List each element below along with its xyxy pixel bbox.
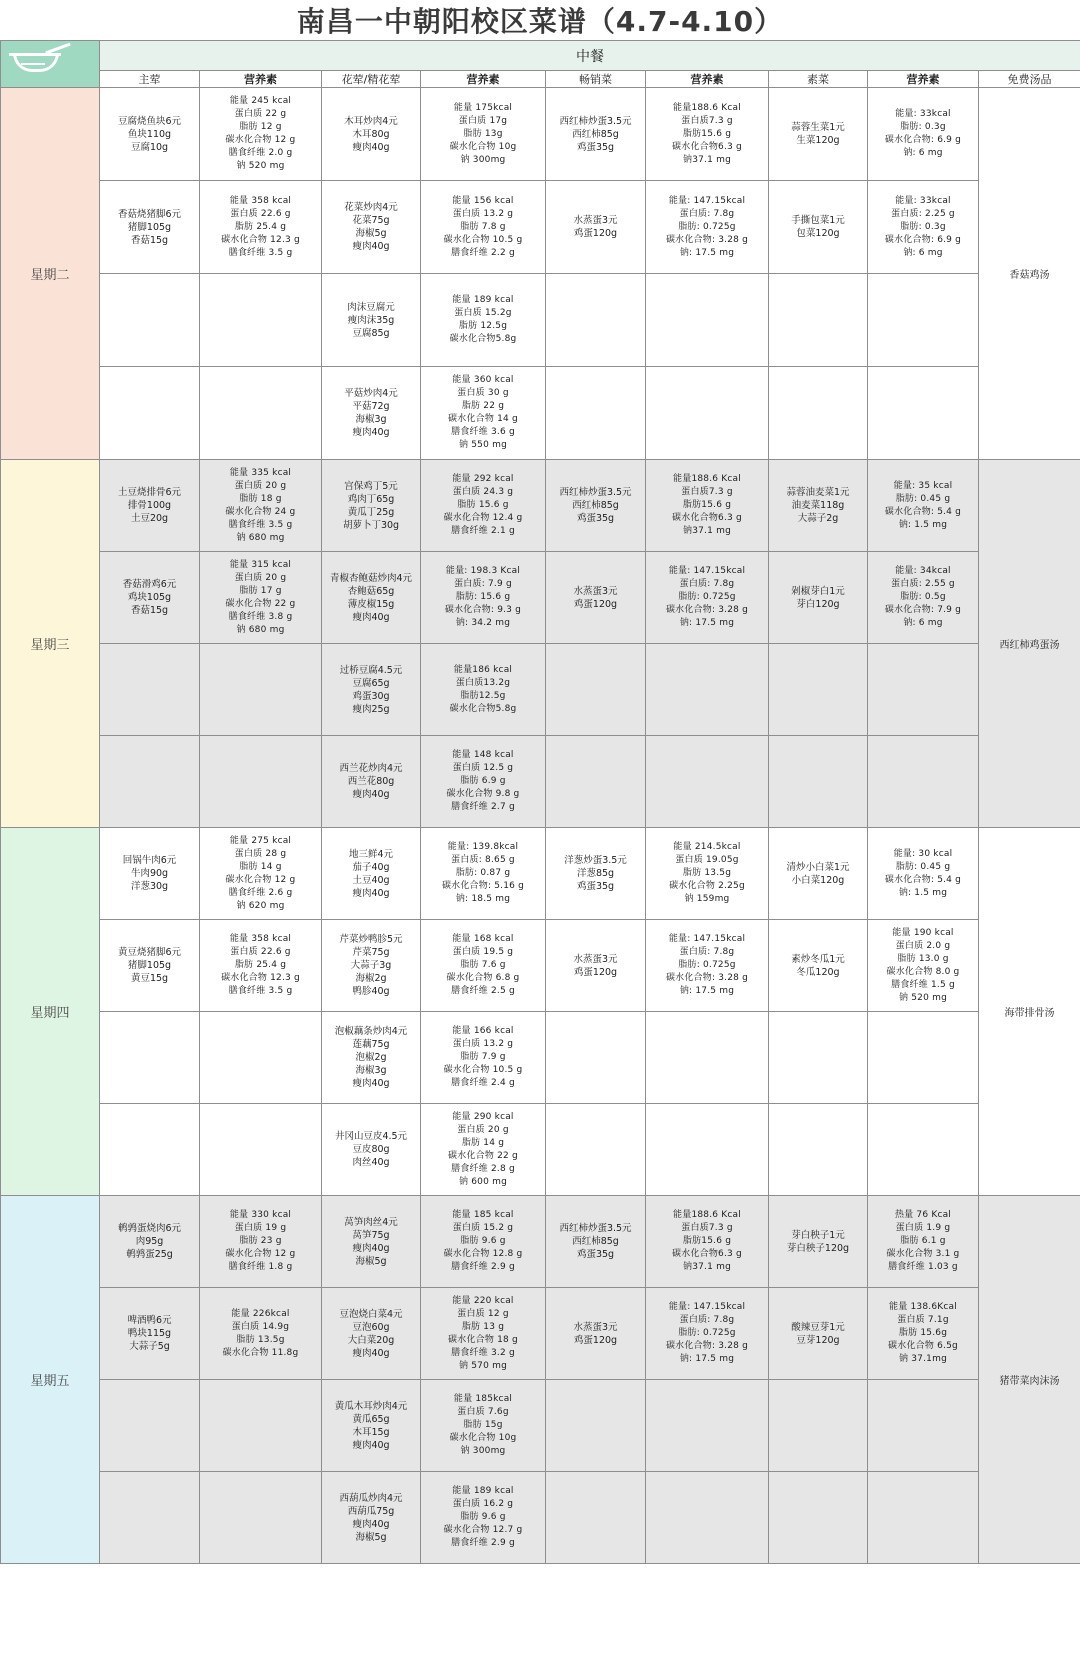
vegetable-nutrition-cell	[868, 460, 979, 552]
main-dish-cell	[100, 1288, 200, 1380]
flower-nutrition-cell-text: 能量 189 kcal 蛋白质 15.2g 脂肪 12.5g 碳水化合物5.8g	[449, 295, 517, 344]
flower-dish-cell	[322, 367, 421, 460]
main-dish-cell	[100, 828, 200, 920]
vegetable-dish-cell-text: 素炒冬瓜1元 冬瓜120g	[791, 953, 845, 978]
vegetable-dish-cell-text: 清炒小白菜1元 小白菜120g	[786, 861, 850, 886]
vegetable-nutrition-cell-text: 能量: 30 kcal 脂肪: 0.45 g 碳水化合物: 5.4 g 钠: 1.5 mg	[884, 848, 962, 898]
bestseller-nutrition-cell-text: 能量188.6 Kcal 蛋白质7.3 g 脂肪15.6 g 碳水化合物6.3 g 钠37.1 mg	[672, 102, 742, 165]
vegetable-dish-cell	[769, 1288, 868, 1380]
bestseller-nutrition-cell	[646, 1196, 769, 1288]
col-header-soup: 免费汤品	[979, 71, 1080, 88]
vegetable-nutrition-cell-text: 能量: 33kcal 脂肪: 0.3g 碳水化合物: 6.9 g 钠: 6 mg	[884, 109, 962, 158]
flower-dish-cell-text: 黄瓜木耳炒肉4元 黄瓜65g 木耳15g 瘦肉40g	[334, 1400, 408, 1451]
flower-dish-cell	[322, 1104, 421, 1196]
main-nutrition-cell	[200, 88, 322, 181]
main-nutrition-cell	[200, 367, 322, 460]
main-nutrition-cell	[200, 274, 322, 367]
menu-row	[1, 1012, 1080, 1104]
main-dish-cell	[100, 552, 200, 644]
vegetable-dish-cell-text: 剁椒芽白1元 芽白120g	[791, 585, 845, 610]
bestseller-nutrition-cell	[646, 1104, 769, 1196]
flower-nutrition-cell-text: 能量 292 kcal 蛋白质 24.3 g 脂肪 15.6 g 碳水化合物 12.4 g 膳食纤维 2.1 g	[443, 474, 523, 536]
bestseller-nutrition-cell-text: 能量: 147.15kcal 蛋白质: 7.8g 脂肪: 0.725g 碳水化合物: 3.28 g 钠: 17.5 mg	[665, 566, 749, 628]
main-dish-cell	[100, 644, 200, 736]
menu-row	[1, 88, 1080, 181]
flower-dish-cell-text: 莴笋肉丝4元 莴笋75g 瘦肉40g 海椒5g	[344, 1216, 398, 1267]
flower-dish-cell-text: 木耳炒肉4元 木耳80g 瘦肉40g	[344, 115, 398, 153]
vegetable-dish-cell-text: 蒜蓉油麦菜1元 油麦菜118g 大蒜子2g	[786, 487, 850, 524]
main-nutrition-cell	[200, 1380, 322, 1472]
menu-row	[1, 367, 1080, 460]
bestseller-dish-cell-text: 水蒸蛋3元 鸡蛋120g	[573, 215, 618, 239]
flower-dish-cell-text: 西葫瓜炒肉4元 西葫瓜75g 瘦肉40g 海椒5g	[339, 1492, 403, 1543]
flower-nutrition-cell-text: 能量 166 kcal 蛋白质 13.2 g 脂肪 7.9 g 碳水化合物 10.5 g 膳食纤维 2.4 g	[443, 1026, 523, 1088]
flower-dish-cell	[322, 1472, 421, 1564]
vegetable-dish-cell-text: 手撕包菜1元 包菜120g	[791, 215, 845, 239]
bestseller-nutrition-cell	[646, 920, 769, 1012]
bestseller-dish-cell	[546, 1380, 646, 1472]
flower-nutrition-cell-text: 能量 156 kcal 蛋白质 13.2 g 脂肪 7.8 g 碳水化合物 10.5 g 膳食纤维 2.2 g	[443, 195, 523, 258]
vegetable-nutrition-cell-text: 能量: 33kcal 蛋白质: 2.25 g 脂肪: 0.3g 碳水化合物: 6.9 g 钠: 6 mg	[884, 195, 962, 258]
bestseller-dish-cell	[546, 644, 646, 736]
day-label: 星期二	[1, 88, 100, 460]
main-dish-cell	[100, 920, 200, 1012]
vegetable-nutrition-cell	[868, 920, 979, 1012]
bestseller-nutrition-cell	[646, 1288, 769, 1380]
bestseller-dish-cell	[546, 920, 646, 1012]
bestseller-nutrition-cell-text: 能量188.6 Kcal 蛋白质7.3 g 脂肪15.6 g 碳水化合物6.3 g 钠37.1 mg	[672, 1210, 742, 1272]
main-nutrition-cell	[200, 1196, 322, 1288]
vegetable-nutrition-cell-text: 能量: 35 kcal 脂肪: 0.45 g 碳水化合物: 5.4 g 钠: 1.5 mg	[884, 480, 962, 530]
main-nutrition-cell	[200, 1012, 322, 1104]
menu-row	[1, 644, 1080, 736]
flower-dish-cell-text: 平菇炒肉4元 平菇72g 海椒3g 瘦肉40g	[344, 388, 398, 438]
bestseller-dish-cell-text: 洋葱炒蛋3.5元 洋葱85g 鸡蛋35g	[564, 855, 627, 892]
flower-nutrition-cell	[421, 1012, 546, 1104]
flower-nutrition-cell	[421, 736, 546, 828]
main-nutrition-cell	[200, 1104, 322, 1196]
main-dish-cell-text: 回锅牛肉6元 牛肉90g 洋葱30g	[122, 855, 177, 892]
vegetable-nutrition-cell	[868, 828, 979, 920]
col-header-bestseller: 畅销菜	[546, 71, 646, 88]
flower-nutrition-cell-text: 能量 175kcal 蛋白质 17g 脂肪 13g 碳水化合物 10g 钠 300mg	[449, 102, 517, 165]
bestseller-dish-cell	[546, 828, 646, 920]
flower-nutrition-cell-text: 能量 189 kcal 蛋白质 16.2 g 脂肪 9.6 g 碳水化合物 12.7 g 膳食纤维 2.9 g	[443, 1486, 523, 1548]
flower-nutrition-cell	[421, 1196, 546, 1288]
main-nutrition-cell	[200, 736, 322, 828]
col-header-vegetable: 素菜	[769, 71, 868, 88]
flower-dish-cell-text: 花菜炒肉4元 花菜75g 海椒5g 瘦肉40g	[344, 202, 398, 252]
main-dish-cell	[100, 274, 200, 367]
flower-dish-cell-text: 芹菜炒鸭胗5元 芹菜75g 大蒜子3g 海椒2g 鸭胗40g	[339, 934, 403, 997]
bestseller-dish-cell	[546, 181, 646, 274]
flower-nutrition-cell	[421, 1104, 546, 1196]
menu-row	[1, 1472, 1080, 1564]
flower-dish-cell	[322, 274, 421, 367]
vegetable-nutrition-cell	[868, 1196, 979, 1288]
vegetable-nutrition-cell	[868, 88, 979, 181]
bestseller-nutrition-cell	[646, 181, 769, 274]
main-nutrition-cell-text: 能量 358 kcal 蛋白质 22.6 g 脂肪 25.4 g 碳水化合物 12.3 g 膳食纤维 3.5 g	[221, 934, 300, 996]
flower-nutrition-cell-text: 能量 185 kcal 蛋白质 15.2 g 脂肪 9.6 g 碳水化合物 12.8 g 膳食纤维 2.9 g	[443, 1210, 523, 1272]
col-header-nutrition: 营养素	[868, 71, 979, 88]
bestseller-dish-cell	[546, 1472, 646, 1564]
bestseller-nutrition-cell	[646, 828, 769, 920]
day-label: 星期三	[1, 460, 100, 828]
menu-table	[0, 40, 1080, 1564]
vegetable-nutrition-cell	[868, 1472, 979, 1564]
bestseller-nutrition-cell	[646, 1380, 769, 1472]
flower-dish-cell-text: 过桥豆腐4.5元 豆腐65g 鸡蛋30g 瘦肉25g	[339, 664, 403, 715]
main-nutrition-cell	[200, 828, 322, 920]
vegetable-dish-cell-text: 芽白秧子1元 芽白秧子120g	[786, 1229, 850, 1254]
menu-row	[1, 828, 1080, 920]
bestseller-dish-cell-text: 西红柿炒蛋3.5元 西红柿85g 鸡蛋35g	[559, 1223, 632, 1260]
menu-row	[1, 1196, 1080, 1288]
flower-dish-cell-text: 豆泡烧白菜4元 豆泡60g 大白菜20g 瘦肉40g	[339, 1308, 403, 1359]
bestseller-dish-cell	[546, 552, 646, 644]
vegetable-dish-cell	[769, 460, 868, 552]
flower-dish-cell	[322, 88, 421, 181]
flower-nutrition-cell	[421, 88, 546, 181]
vegetable-nutrition-cell	[868, 1104, 979, 1196]
day-label: 星期四	[1, 828, 100, 1196]
free-soup-cell: 香菇鸡汤	[979, 88, 1080, 460]
main-nutrition-cell-text: 能量 315 kcal 蛋白质 20 g 脂肪 17 g 碳水化合物 22 g 膳食纤维 3.8 g 钠 680 mg	[225, 559, 296, 635]
main-dish-cell	[100, 1196, 200, 1288]
flower-nutrition-cell-text: 能量 185kcal 蛋白质 7.6g 脂肪 15g 碳水化合物 10g 钠 300mg	[449, 1394, 517, 1456]
meal-header: 中餐	[100, 41, 1080, 71]
flower-dish-cell	[322, 552, 421, 644]
flower-dish-cell-text: 西兰花炒肉4元 西兰花80g 瘦肉40g	[339, 763, 403, 800]
menu-row	[1, 1288, 1080, 1380]
bestseller-nutrition-cell	[646, 644, 769, 736]
bestseller-dish-cell	[546, 1012, 646, 1104]
flower-nutrition-cell	[421, 274, 546, 367]
flower-dish-cell	[322, 181, 421, 274]
flower-dish-cell	[322, 1012, 421, 1104]
bestseller-dish-cell-text: 西红柿炒蛋3.5元 西红柿85g 鸡蛋35g	[559, 487, 632, 524]
vegetable-nutrition-cell	[868, 181, 979, 274]
flower-nutrition-cell-text: 能量186 kcal 蛋白质13.2g 脂肪12.5g 碳水化合物5.8g	[449, 664, 517, 714]
main-dish-cell-text: 啤酒鸭6元 鸭块115g 大蒜子5g	[127, 1315, 172, 1352]
flower-dish-cell-text: 井冈山豆皮4.5元 豆皮80g 肉丝40g	[334, 1131, 408, 1168]
flower-nutrition-cell	[421, 367, 546, 460]
bestseller-dish-cell	[546, 460, 646, 552]
flower-dish-cell-text: 青椒杏鲍菇炒肉4元 杏鲍菇65g 薄皮椒15g 瘦肉40g	[329, 572, 413, 623]
flower-nutrition-cell-text: 能量: 198.3 Kcal 蛋白质: 7.9 g 脂肪: 15.6 g 碳水化合物: 9.3 g 钠: 34.2 mg	[444, 566, 522, 628]
bestseller-dish-cell	[546, 367, 646, 460]
col-header-flower: 花荤/精花荤	[322, 71, 421, 88]
flower-dish-cell-text: 宫保鸡丁5元 鸡肉丁65g 黄瓜丁25g 胡萝卜丁30g	[342, 480, 400, 531]
vegetable-dish-cell	[769, 644, 868, 736]
vegetable-dish-cell	[769, 181, 868, 274]
flower-nutrition-cell	[421, 1288, 546, 1380]
main-nutrition-cell-text: 能量 335 kcal 蛋白质 20 g 脂肪 18 g 碳水化合物 24 g 膳食纤维 3.5 g 钠 680 mg	[225, 467, 296, 543]
flower-dish-cell-text: 肉沫豆腐元 瘦肉沫35g 豆腐85g	[347, 301, 395, 339]
main-nutrition-cell-text: 能量 226kcal 蛋白质 14.9g 脂肪 13.5g 碳水化合物 11.8g	[222, 1308, 299, 1358]
vegetable-dish-cell	[769, 736, 868, 828]
main-nutrition-cell-text: 能量 275 kcal 蛋白质 28 g 脂肪 14 g 碳水化合物 12 g 膳食纤维 2.6 g 钠 620 mg	[225, 835, 296, 911]
vegetable-nutrition-cell	[868, 1380, 979, 1472]
flower-dish-cell	[322, 644, 421, 736]
main-nutrition-cell	[200, 1288, 322, 1380]
flower-dish-cell-text: 泡椒藕条炒肉4元 莲藕75g 泡椒2g 海椒3g 瘦肉40g	[334, 1026, 408, 1089]
bestseller-nutrition-cell	[646, 736, 769, 828]
main-nutrition-cell	[200, 181, 322, 274]
bestseller-nutrition-cell	[646, 88, 769, 181]
main-dish-cell	[100, 1012, 200, 1104]
main-nutrition-cell-text: 能量 358 kcal 蛋白质 22.6 g 脂肪 25.4 g 碳水化合物 12.3 g 膳食纤维 3.5 g	[221, 195, 300, 258]
main-nutrition-cell	[200, 920, 322, 1012]
vegetable-nutrition-cell-text: 热量 76 Kcal 蛋白质 1.9 g 脂肪 6.1 g 碳水化合物 3.1 g 膳食纤维 1.03 g	[886, 1210, 960, 1272]
main-nutrition-cell	[200, 552, 322, 644]
menu-row	[1, 1104, 1080, 1196]
vegetable-dish-cell	[769, 367, 868, 460]
main-dish-cell	[100, 736, 200, 828]
flower-nutrition-cell-text: 能量 360 kcal 蛋白质 30 g 脂肪 22 g 碳水化合物 14 g 膳食纤维 3.6 g 钠 550 mg	[448, 375, 518, 450]
flower-dish-cell	[322, 828, 421, 920]
bestseller-nutrition-cell	[646, 367, 769, 460]
flower-nutrition-cell-text: 能量 148 kcal 蛋白质 12.5 g 脂肪 6.9 g 碳水化合物 9.8 g 膳食纤维 2.7 g	[446, 750, 520, 812]
main-dish-cell-text: 鹌鹑蛋烧肉6元 肉95g 鹌鹑蛋25g	[117, 1223, 182, 1260]
free-soup-cell: 海带排骨汤	[979, 828, 1080, 1196]
menu-row	[1, 920, 1080, 1012]
main-dish-cell-text: 黄豆烧猪脚6元 猪脚105g 黄豆15g	[117, 947, 182, 984]
bestseller-dish-cell	[546, 1104, 646, 1196]
flower-nutrition-cell	[421, 181, 546, 274]
main-dish-cell	[100, 181, 200, 274]
vegetable-dish-cell	[769, 1104, 868, 1196]
vegetable-dish-cell-text: 蒜蓉生菜1元 生菜120g	[791, 122, 845, 146]
vegetable-nutrition-cell	[868, 274, 979, 367]
menu-row	[1, 460, 1080, 552]
vegetable-nutrition-cell	[868, 367, 979, 460]
main-dish-cell	[100, 1472, 200, 1564]
main-nutrition-cell	[200, 1472, 322, 1564]
col-header-main: 主荤	[100, 71, 200, 88]
free-soup-cell: 西红柿鸡蛋汤	[979, 460, 1080, 828]
vegetable-dish-cell	[769, 920, 868, 1012]
bestseller-nutrition-cell	[646, 1472, 769, 1564]
main-dish-cell	[100, 367, 200, 460]
vegetable-dish-cell	[769, 1472, 868, 1564]
bestseller-dish-cell	[546, 1288, 646, 1380]
flower-nutrition-cell	[421, 644, 546, 736]
vegetable-dish-cell	[769, 274, 868, 367]
menu-row	[1, 736, 1080, 828]
vegetable-dish-cell	[769, 1012, 868, 1104]
vegetable-nutrition-cell-text: 能量 138.6Kcal 蛋白质 7.1g 脂肪 15.6g 碳水化合物 6.5g 钠 37.1mg	[888, 1302, 958, 1364]
flower-nutrition-cell	[421, 460, 546, 552]
bowl-logo-icon	[1, 41, 100, 88]
menu-row	[1, 1380, 1080, 1472]
flower-dish-cell	[322, 736, 421, 828]
vegetable-nutrition-cell	[868, 736, 979, 828]
flower-nutrition-cell-text: 能量 168 kcal 蛋白质 19.5 g 脂肪 7.6 g 碳水化合物 6.8 g 膳食纤维 2.5 g	[446, 934, 520, 996]
bestseller-dish-cell-text: 西红柿炒蛋3.5元 西红柿85g 鸡蛋35g	[559, 115, 632, 153]
bestseller-nutrition-cell-text: 能量: 147.15kcal 蛋白质: 7.8g 脂肪: 0.725g 碳水化合物: 3.28 g 钠: 17.5 mg	[665, 934, 749, 996]
vegetable-dish-cell	[769, 1380, 868, 1472]
vegetable-dish-cell	[769, 552, 868, 644]
flower-dish-cell	[322, 1380, 421, 1472]
page-title: 南昌一中朝阳校区菜谱（4.7-4.10）	[296, 5, 784, 38]
flower-nutrition-cell	[421, 552, 546, 644]
main-dish-cell-text: 香菇滑鸡6元 鸡块105g 香菇15g	[122, 579, 177, 616]
col-header-nutrition: 营养素	[646, 71, 769, 88]
bestseller-nutrition-cell-text: 能量188.6 Kcal 蛋白质7.3 g 脂肪15.6 g 碳水化合物6.3 g 钠37.1 mg	[672, 474, 742, 536]
free-soup-cell: 猪带菜肉沫汤	[979, 1196, 1080, 1564]
flower-nutrition-cell-text: 能量 290 kcal 蛋白质 20 g 脂肪 14 g 碳水化合物 22 g 膳食纤维 2.8 g 钠 600 mg	[448, 1111, 518, 1187]
menu-row	[1, 274, 1080, 367]
vegetable-dish-cell	[769, 88, 868, 181]
vegetable-dish-cell-text: 酸辣豆芽1元 豆芽120g	[791, 1321, 845, 1346]
bestseller-dish-cell-text: 水蒸蛋3元 鸡蛋120g	[573, 953, 618, 978]
bestseller-dish-cell	[546, 88, 646, 181]
bestseller-dish-cell	[546, 736, 646, 828]
flower-nutrition-cell	[421, 828, 546, 920]
bestseller-nutrition-cell	[646, 552, 769, 644]
bestseller-dish-cell	[546, 274, 646, 367]
vegetable-nutrition-cell	[868, 644, 979, 736]
bestseller-nutrition-cell	[646, 460, 769, 552]
vegetable-dish-cell	[769, 1196, 868, 1288]
flower-dish-cell	[322, 460, 421, 552]
vegetable-nutrition-cell-text: 能量 190 kcal 蛋白质 2.0 g 脂肪 13.0 g 碳水化合物 8.0 g 膳食纤维 1.5 g 钠 520 mg	[886, 927, 960, 1003]
bestseller-dish-cell-text: 水蒸蛋3元 鸡蛋120g	[573, 1321, 618, 1346]
main-dish-cell-text: 土豆烧排骨6元 排骨100g 土豆20g	[117, 487, 182, 524]
bestseller-nutrition-cell-text: 能量: 147.15kcal 蛋白质: 7.8g 脂肪: 0.725g 碳水化合物: 3.28 g 钠: 17.5 mg	[665, 195, 749, 258]
bestseller-nutrition-cell	[646, 274, 769, 367]
vegetable-dish-cell	[769, 828, 868, 920]
bestseller-nutrition-cell	[646, 1012, 769, 1104]
bestseller-dish-cell	[546, 1196, 646, 1288]
flower-dish-cell	[322, 1196, 421, 1288]
main-nutrition-cell-text: 能量 245 kcal 蛋白质 22 g 脂肪 12 g 碳水化合物 12 g 膳食纤维 2.0 g 钠 520 mg	[225, 96, 296, 171]
menu-row	[1, 552, 1080, 644]
day-label: 星期五	[1, 1196, 100, 1564]
flower-nutrition-cell-text: 能量: 139.8kcal 蛋白质: 8.65 g 脂肪: 0.87 g 碳水化合物: 5.16 g 钠: 18.5 mg	[441, 842, 525, 904]
flower-nutrition-cell	[421, 1472, 546, 1564]
col-header-nutrition: 营养素	[421, 71, 546, 88]
bestseller-dish-cell-text: 水蒸蛋3元 鸡蛋120g	[573, 585, 618, 610]
flower-dish-cell-text: 地三鲜4元 茄子40g 土豆40g 瘦肉40g	[348, 848, 394, 899]
col-header-nutrition: 营养素	[200, 71, 322, 88]
vegetable-nutrition-cell-text: 能量: 34kcal 蛋白质: 2.55 g 脂肪: 0.5g 碳水化合物: 7.9 g 钠: 6 mg	[884, 566, 962, 628]
main-dish-cell	[100, 1380, 200, 1472]
menu-row	[1, 181, 1080, 274]
main-dish-cell-text: 香菇烧猪脚6元 猪脚105g 香菇15g	[117, 208, 182, 246]
vegetable-nutrition-cell	[868, 1012, 979, 1104]
main-dish-cell	[100, 460, 200, 552]
vegetable-nutrition-cell	[868, 552, 979, 644]
main-nutrition-cell	[200, 460, 322, 552]
main-nutrition-cell-text: 能量 330 kcal 蛋白质 19 g 脂肪 23 g 碳水化合物 12 g 膳食纤维 1.8 g	[225, 1210, 296, 1272]
main-dish-cell-text: 豆腐烧鱼块6元 鱼块110g 豆腐10g	[117, 115, 182, 153]
main-dish-cell	[100, 1104, 200, 1196]
flower-nutrition-cell-text: 能量 220 kcal 蛋白质 12 g 脂肪 13 g 碳水化合物 18 g 膳食纤维 3.2 g 钠 570 mg	[448, 1295, 518, 1371]
vegetable-nutrition-cell	[868, 1288, 979, 1380]
flower-nutrition-cell	[421, 920, 546, 1012]
flower-dish-cell	[322, 1288, 421, 1380]
bestseller-nutrition-cell-text: 能量: 147.15kcal 蛋白质: 7.8g 脂肪: 0.725g 碳水化合物: 3.28 g 钠: 17.5 mg	[665, 1302, 749, 1364]
bestseller-nutrition-cell-text: 能量 214.5kcal 蛋白质 19.05g 脂肪 13.5g 碳水化合物 2.25g 钠 159mg	[669, 842, 745, 904]
flower-dish-cell	[322, 920, 421, 1012]
flower-nutrition-cell	[421, 1380, 546, 1472]
main-dish-cell	[100, 88, 200, 181]
main-nutrition-cell	[200, 644, 322, 736]
